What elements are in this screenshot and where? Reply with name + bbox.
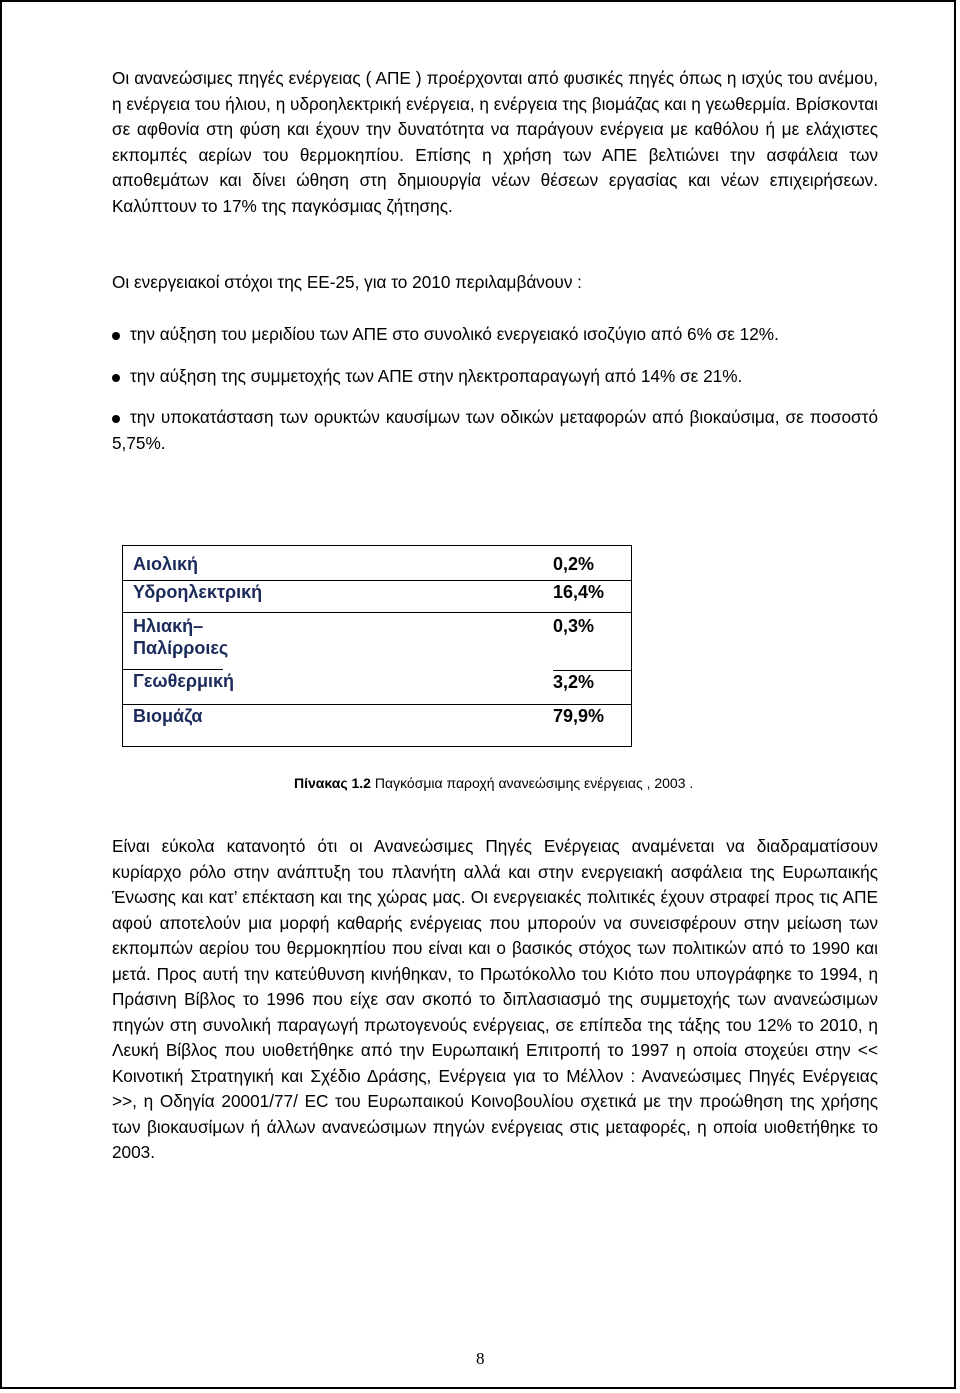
renewable-supply-table: [122, 545, 632, 747]
caption-label: Πίνακας 1.2: [294, 775, 371, 791]
energy-source: Υδροηλεκτρική: [123, 581, 553, 613]
caption-text: Παγκόσμια παροχή ανανεώσιμης ενέργειας , 2003 .: [370, 775, 694, 791]
energy-share: 3,2%: [553, 670, 631, 704]
energy-share: 16,4%: [553, 581, 631, 613]
table-row: [123, 581, 631, 613]
table-row: [123, 704, 631, 735]
list-item: την αύξηση της συμμετοχής των ΑΠΕ στην ηλεκτροπαραγωγή από 14% σε 21%.: [112, 364, 878, 390]
energy-source: Βιομάζα: [133, 705, 203, 726]
table-row: [123, 548, 631, 581]
energy-source: Ηλιακή– Παλίρροιες: [123, 613, 223, 670]
list-item: την υποκατάσταση των ορυκτών καυσίμων των οδικών μεταφορών από βιοκαύσιμα, σε ποσοστό 5,75%.: [112, 407, 878, 453]
page-number: 8: [476, 1349, 485, 1368]
table-row: [123, 670, 631, 704]
bullet-icon: [112, 332, 120, 340]
list-item: την αύξηση του μεριδίου των ΑΠΕ στο συνολικό ενεργειακό ισοζύγιο από 6% σε 12%.: [112, 322, 878, 348]
table-row: [123, 613, 631, 671]
energy-source: Γεωθερμική: [123, 670, 553, 704]
goals-intro: Οι ενεργειακοί στόχοι της ΕΕ-25, για το 2010 περιλαμβάνουν :: [112, 272, 582, 292]
table-caption: [294, 775, 693, 791]
goals-list: [112, 322, 878, 472]
energy-share: 0,2%: [553, 548, 631, 581]
policy-paragraph: Είναι εύκολα κατανοητό ότι οι Ανανεώσιμες Πηγές Ενέργειας αναμένεται να διαδραματίσουν κυρίαρχο ρόλο στην ανάπτυξη του πλανήτη αλλά και στην ενεργειακή ασφάλεια της Ευρωπαικής Ένωσης και κατ’ επέκταση και της χώρας μας. Οι ενεργειακές πολιτικές έχουν στραφεί προς τις ΑΠΕ αφού αποτελούν μια μορφή καθαρής ενέργειας που μπορούν να συνεισφέρουν στην μείωση των εκπομπών αερίου του θερμοκηπίου που είναι και ο βασικός στόχος των πολιτικών από το 1990 και μετά. Προς αυτή την κατεύθυνση κινήθηκαν, το Πρωτόκολλο του Κιότο που υπογράφηκε το 1994, η Πράσινη Βίβλος το 1996 που είχε σαν σκοπό το διπλασιασμό της συμμετοχής των ανανεώσιμων πηγών στη συνολική παραγωγή πρωτογενούς ενέργειας, σε επίπεδα της τάξης του 12% το 2010, η Λευκή Βίβλος που υιοθετήθηκε από την Ευρωπαική Επιτροπή το 1997 η οποία στοχεύει στην << Κοινοτική Στρατηγική και Σχέδιο Δράσης, Ενέργεια για το Μέλλον : Ανανεώσιμες Πηγές Ενέργειας >>, η Οδηγία 20001/77/ EC του Ευρωπαικού Κοινοβουλίου σχετικά με την προώθηση της χρήσης των βιοκαυσίμων ή άλλων ανανεώσιμων πηγών ενέργειας στις μεταφορές, η οποία υιοθετήθηκε το 2003.: [112, 836, 878, 1162]
energy-source: Αιολική: [123, 548, 553, 581]
energy-share: 79,9%: [553, 705, 605, 726]
intro-paragraph: Οι ανανεώσιμες πηγές ενέργειας ( ΑΠΕ ) προέρχονται από φυσικές πηγές όπως η ισχύς του ανέμου, η ενέργεια του ήλιου, η υδροηλεκτρική ενέργεια, η ενέργεια της βιομάζας και η γεωθερμία. Βρίσκονται σε αφθονία στη φύση και έχουν την δυνατότητα να παράγουν ενέργεια με καθόλου ή με ελάχιστες εκπομπές αερίων του θερμοκηπίου. Επίσης η χρήση των ΑΠΕ βελτιώνει την ασφάλεια των αποθεμάτων και δίνει ώθηση στη δημιουργία νέων θέσεων εργασίας και νέων επιχειρήσεων. Καλύπτουν το 17% της παγκόσμιας ζήτησης.: [112, 68, 878, 216]
energy-share: 0,3%: [553, 613, 631, 671]
bullet-icon: [112, 415, 120, 423]
bullet-icon: [112, 374, 120, 382]
